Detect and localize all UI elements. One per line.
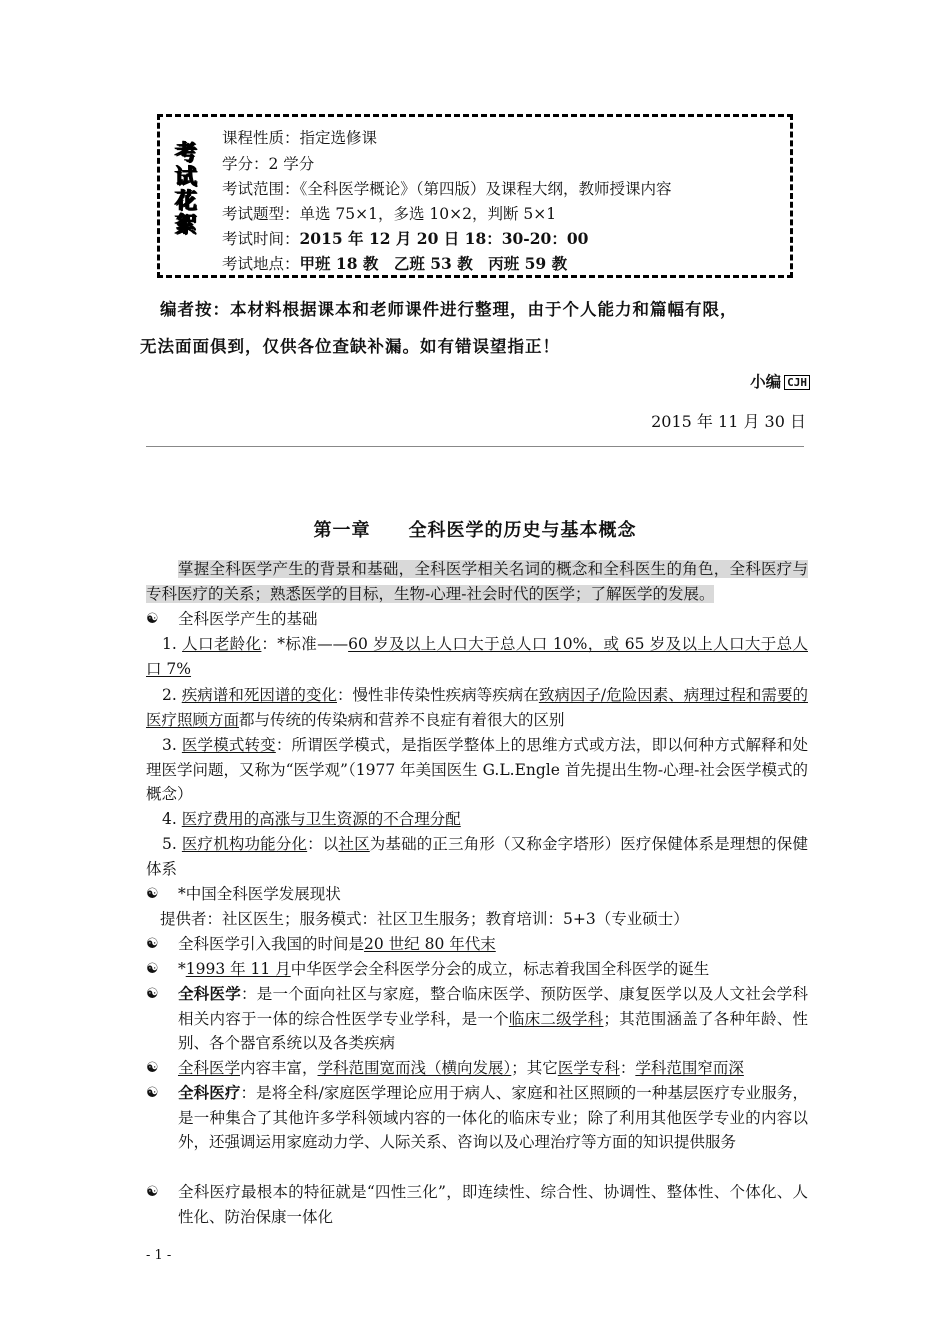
list-item	[146, 632, 808, 681]
bullet-plain: ；其范围涵盖了各种年龄、性别、各个器官系统以及各类疾病	[178, 1009, 808, 1052]
page-number: - 1 -	[146, 1248, 172, 1263]
bullet-text	[178, 982, 808, 1056]
item-title: 人口老龄化	[182, 635, 262, 653]
bullet-underlined: 学科范围宽而浅（横向发展）	[317, 1059, 512, 1077]
section-heading-foundation	[146, 607, 808, 632]
item-number: 5.	[162, 835, 177, 853]
bullet-star: *	[178, 960, 186, 978]
item-number: 4.	[162, 810, 177, 828]
bullet-plain: 内容丰富，	[240, 1059, 318, 1077]
editor-signature	[700, 370, 810, 392]
item-text: ：慢性非传染性疾病等疾病在	[337, 686, 539, 704]
bullet-plain: 全科医疗最根本的特征就是“四性三化”，即连续性、综合性、协调性、整体性、个体化、人性化、防治保康一体化	[178, 1183, 808, 1226]
item-underlined: 致病因子/危险因素、病理过程和需要的医疗照顾方面	[146, 686, 808, 729]
editor-note-line2: 无法面面俱到，仅供各位查缺补漏。如有错误望指正！	[140, 337, 560, 356]
item-title: 医学模式转变	[181, 736, 276, 754]
bullet-underlined: 20 世纪 80 年代末	[364, 935, 496, 953]
exam-scope: 考试范围：《全科医学概论》（第四版）及课程大纲，教师授课内容	[222, 180, 672, 198]
exam-stamp	[175, 142, 209, 238]
bullet-text	[178, 1180, 808, 1229]
bullet-icon: ☯	[146, 986, 159, 1002]
bullet-plain: ：	[619, 1059, 636, 1077]
stamp-char: 花	[175, 189, 198, 214]
bullet-plain: 中华医学会全科医学分会的成立，标志着我国全科医学的诞生	[290, 960, 710, 978]
section-heading-china-status	[146, 882, 808, 907]
item-number: 3.	[162, 736, 177, 754]
item-text: ：所谓医学模式，是指医学整体上的思维方式或方法，即以何种方式解释和处理医学问题，又称为“医学观”（1977 年美国医生 G.L.Engle 首先提出生物-心理-社会医学模式的概念）	[146, 736, 808, 803]
credits: 学分：2 学分	[222, 155, 315, 173]
item-title: 医疗费用的高涨与卫生资源的不合理分配	[181, 810, 461, 828]
note-date: 2015 年 11 月 30 日	[651, 412, 806, 431]
bullet-plain: ：是一个面向社区与家庭，整合临床医学、预防医学、康复医学以及人文社会学科相关内容于一体的综合性医学专业学科，是一个	[178, 985, 808, 1028]
bullet-text	[178, 1056, 808, 1081]
item-title: 疾病谱和死因谱的变化	[181, 686, 337, 704]
bullet-text	[178, 957, 808, 982]
bullet-icon: ☯	[146, 961, 159, 977]
bullet-item	[146, 1056, 808, 1081]
bullet-text	[178, 1081, 808, 1155]
item-number: 1.	[162, 635, 177, 653]
item-text: ：以	[307, 835, 339, 853]
item-underlined: 60 岁及以上人口大于总人口 10%，或 65 岁及以上人口大于总人口 7%	[146, 635, 808, 678]
bullet-underlined: 全科医学	[178, 1059, 241, 1077]
section-heading-text: 全科医学产生的基础	[178, 610, 318, 628]
item-underlined: 社区	[338, 835, 370, 853]
objective-text: 掌握全科医学产生的背景和基础，全科医学相关名词的概念和全科医生的角色，全科医疗与专科医疗的关系；熟悉医学的目标，生物-心理-社会时代的医学；了解医学的发展。	[146, 560, 808, 603]
bullet-icon: ☯	[146, 611, 159, 627]
signature-badge: CJH	[784, 375, 810, 390]
editor-note-line1: 编者按：本材料根据课本和老师课件进行整理，由于个人能力和篇幅有限，	[160, 300, 738, 319]
signature-text: 小编	[750, 373, 782, 391]
bullet-item	[146, 957, 808, 982]
bullet-icon: ☯	[146, 1085, 159, 1101]
divider	[146, 446, 804, 447]
bullet-underlined: 1993 年 11 月	[185, 960, 291, 978]
bullet-underlined: 临床二级学科	[508, 1009, 604, 1028]
bullet-plain: ：是将全科/家庭医学理论应用于病人、家庭和社区照顾的一种基层医疗专业服务，是一种集合了其他许多学科领域内容的一体化的临床专业；除了利用其他医学专业的内容以外，还强调运用家庭动力学、人际关系、咨询以及心理治疗等方面的知识提供服务	[178, 1084, 808, 1151]
bullet-icon: ☯	[146, 886, 159, 902]
bullet-item	[146, 932, 808, 957]
bullet-term: 全科医疗	[178, 1083, 241, 1102]
stamp-char: 考	[175, 141, 198, 166]
section-heading-text: *中国全科医学发展现状	[178, 885, 341, 903]
stamp-char: 试	[175, 165, 198, 190]
item-number: 2.	[162, 686, 177, 704]
stamp-char: 絮	[175, 213, 198, 238]
bullet-item	[146, 1081, 808, 1155]
exam-place	[222, 252, 567, 274]
exam-place-value: 甲班 18 教 乙班 53 教 丙班 59 教	[299, 254, 568, 273]
bullet-item	[146, 982, 808, 1056]
bullet-item	[146, 1180, 808, 1229]
item-text: 为基础的正三角形（又称金字塔形）医疗保健体系是理想的保健体系	[146, 835, 808, 878]
chapter-objective	[146, 557, 808, 606]
bullet-underlined: 医学专科	[557, 1059, 620, 1077]
bullet-icon: ☯	[146, 1060, 159, 1076]
list-item	[146, 807, 808, 832]
item-text: 都与传统的传染病和营养不良症有着很大的区别	[239, 710, 565, 729]
list-item	[146, 683, 808, 732]
item-title: 医疗机构功能分化	[181, 835, 308, 853]
list-item	[146, 832, 808, 881]
exam-question-types: 考试题型：单选 75×1，多选 10×2，判断 5×1	[222, 205, 557, 223]
bullet-plain: ；其它	[511, 1059, 558, 1077]
list-item	[146, 733, 808, 807]
bullet-plain: 全科医学引入我国的时间是	[178, 935, 365, 953]
bullet-term: 全科医学	[178, 984, 242, 1003]
exam-place-label: 考试地点：	[222, 255, 300, 273]
course-type: 课程性质：指定选修课	[222, 129, 378, 147]
bullet-text	[178, 932, 808, 957]
exam-time-label: 考试时间：	[222, 230, 300, 248]
exam-time	[222, 227, 588, 249]
bullet-underlined: 学科范围窄而深	[635, 1059, 744, 1077]
bullet-icon: ☯	[146, 936, 159, 952]
chapter-title: 第一章 全科医学的历史与基本概念	[313, 520, 637, 541]
china-status-detail: 提供者：社区医生；服务模式：社区卫生服务；教育培训：5+3（专业硕士）	[160, 910, 689, 928]
item-text: ：*标准——	[261, 635, 349, 653]
bullet-icon: ☯	[146, 1184, 159, 1200]
exam-time-value: 2015 年 12 月 20 日 18：30-20：00	[299, 229, 589, 248]
